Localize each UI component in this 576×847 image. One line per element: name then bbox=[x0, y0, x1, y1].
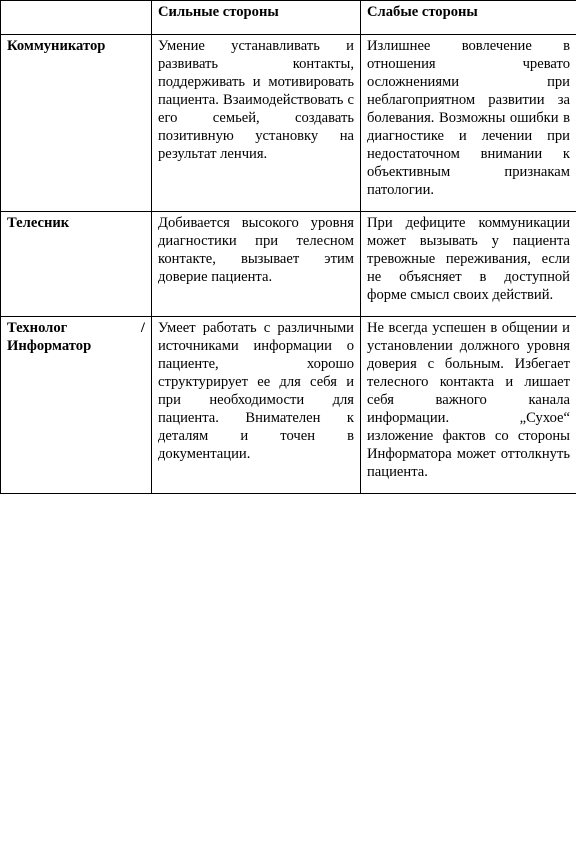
telesnik-strengths: Добивается высокого уровня диагностики при телесном контакте, вызывает этим доверие пациента. bbox=[152, 212, 361, 317]
technologist-weaknesses: Не всегда успешен в общении и установлении должного уровня доверия с больным. Избегает телесного контакта и лишает себя важного канала информации. „Сухое“ изложение фактов со стороны Информатора может оттолкнуть пациента. bbox=[361, 317, 576, 494]
table-row-communicator bbox=[1, 35, 576, 212]
header-weaknesses: Слабые стороны bbox=[361, 1, 576, 35]
row-label-communicator: Коммуникатор bbox=[1, 35, 152, 212]
table-row-telesnik bbox=[1, 212, 576, 317]
communicator-weaknesses: Излишнее вовлечение в отношения чревато осложнениями при неблагоприятном развитии за болевания. Возможны ошибки в диагностике и лечении при недостаточном внимании к объективным признакам патологии. bbox=[361, 35, 576, 212]
table-header-row bbox=[1, 1, 576, 35]
technologist-strengths: Умеет работать с различными источниками информации о пациенте, хорошо структурирует ее для себя и при необходимости для пациента. Внимателен к деталям и точен в документации. bbox=[152, 317, 361, 494]
row-label-telesnik: Телесник bbox=[1, 212, 152, 317]
table-row-technologist bbox=[1, 317, 576, 494]
telesnik-weaknesses: При дефиците коммуникации может вызывать у пациента тревожные переживания, если не объясняет в доступной форме смысл своих действий. bbox=[361, 212, 576, 317]
communicator-strengths: Умение устанавливать и развивать контакты, поддерживать и мотивировать пациента. Взаимодействовать с его семьей, создавать позитивную установку на результат ленчия. bbox=[152, 35, 361, 212]
header-corner-cell bbox=[1, 1, 152, 35]
header-strengths: Сильные стороны bbox=[152, 1, 361, 35]
row-label-technologist: Технолог / Информатор bbox=[1, 317, 152, 494]
